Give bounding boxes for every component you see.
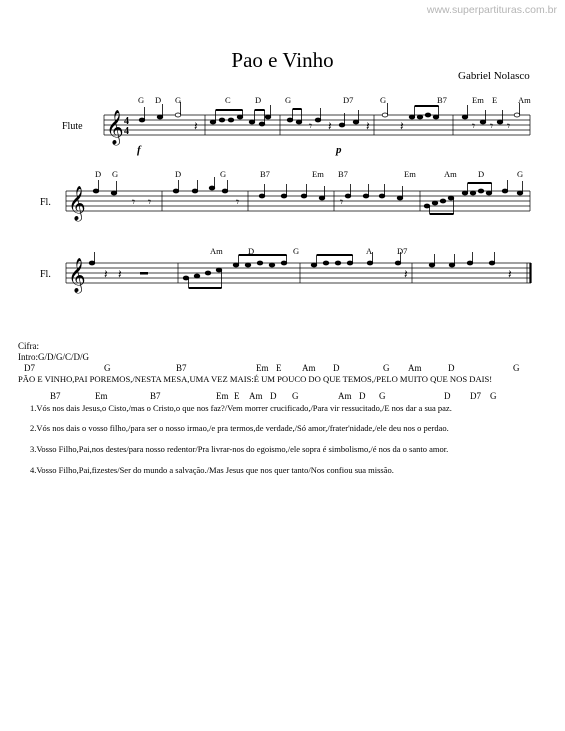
svg-text:B7: B7: [260, 169, 270, 179]
svg-text:Em: Em: [472, 95, 484, 105]
svg-text:𝄾: 𝄾: [309, 119, 313, 133]
time-signature: 4: [124, 116, 129, 127]
time-signature: 4: [124, 126, 129, 137]
svg-text:𝄽: 𝄽: [118, 267, 122, 281]
svg-text:D: D: [95, 169, 102, 179]
staff-2-rests: [132, 195, 343, 209]
svg-text:𝄾: 𝄾: [472, 119, 476, 133]
svg-text:𝄾: 𝄾: [148, 195, 152, 209]
svg-text:D: D: [255, 95, 262, 105]
staff-3-rests: [104, 267, 512, 281]
svg-text:𝄾: 𝄾: [132, 195, 136, 209]
svg-text:G: G: [380, 95, 387, 105]
svg-text:D: D: [175, 169, 182, 179]
svg-text:𝄽: 𝄽: [400, 119, 404, 133]
svg-text:𝄾: 𝄾: [236, 195, 240, 209]
svg-text:𝄽: 𝄽: [194, 119, 198, 133]
staff-2-notes: [93, 177, 523, 214]
dynamic-marking: f: [137, 144, 141, 156]
verse-2: 2.Vós nos dais o vosso filho,/para ser o nosso irmao,/e pra termos,de verdade,/Só amor,/frater'nidade,/ele deu nos o perdao.: [30, 423, 449, 433]
svg-text:G: G: [112, 169, 119, 179]
svg-text:D7: D7: [343, 95, 354, 105]
page-title: Pao e Vinho: [231, 48, 334, 72]
staff-3-notes: [89, 252, 495, 288]
svg-text:G: G: [175, 95, 182, 105]
verse-1: 1.Vós nos dais Jesus,o Cisto,/mas o Cristo,o que nos faz?/Vem morrer crucificado,/Para vir ressucitado,/E nos dar a sua paz.: [30, 403, 452, 413]
staff-2-chords: [95, 169, 523, 179]
svg-text:G: G: [293, 246, 300, 256]
instrument-label: Fl.: [40, 269, 51, 280]
svg-text:𝄽: 𝄽: [404, 267, 408, 281]
staff-2: [66, 191, 530, 211]
svg-text:Em: Em: [404, 169, 416, 179]
watermark: www.superpartituras.com.br: [426, 4, 557, 16]
svg-text:C: C: [225, 95, 231, 105]
svg-text:𝄾: 𝄾: [507, 119, 511, 133]
verse-4: 4.Vosso Filho,Pai,fizestes/Ser do mundo a salvação./Mas Jesus que nos quer tanto/Nos confiou sua missão.: [30, 465, 394, 475]
composer-name: Gabriel Nolasco: [458, 70, 530, 82]
svg-text:D: D: [248, 246, 255, 256]
svg-text:𝄽: 𝄽: [328, 119, 332, 133]
svg-text:E: E: [492, 95, 498, 105]
svg-text:Am: Am: [210, 246, 223, 256]
dynamic-marking: p: [336, 144, 342, 156]
svg-text:𝄽: 𝄽: [508, 267, 512, 281]
cifra-label: Cifra:: [18, 341, 39, 351]
svg-text:Am: Am: [518, 95, 531, 105]
svg-text:G: G: [285, 95, 292, 105]
svg-text:B7: B7: [338, 169, 348, 179]
svg-text:Am: Am: [444, 169, 457, 179]
svg-text:G: G: [220, 169, 227, 179]
svg-text:D: D: [478, 169, 485, 179]
instrument-label: Flute: [62, 121, 83, 132]
svg-text:G: G: [517, 169, 524, 179]
svg-text:G: G: [138, 95, 145, 105]
half-rest: [140, 272, 148, 275]
staff-1-chords: [138, 95, 531, 105]
sheet-music: [0, 0, 565, 300]
instrument-label: Fl.: [40, 197, 51, 208]
svg-text:𝄾: 𝄾: [490, 119, 494, 133]
treble-clef-icon: 𝄞: [68, 187, 86, 220]
verse-3: 3.Vosso Filho,Pai,nos destes/para nosso redentor/Pra livrar-nos do egoismo,/ele sopra é simbolismo,/é nos da o santo amor.: [30, 444, 449, 454]
svg-text:Em: Em: [312, 169, 324, 179]
svg-text:D7: D7: [397, 246, 408, 256]
svg-text:B7: B7: [437, 95, 447, 105]
intro-line: Intro:G/D/G/C/D/G: [18, 352, 89, 362]
treble-clef-icon: 𝄞: [68, 259, 86, 292]
svg-text:𝄾: 𝄾: [340, 195, 344, 209]
refrain-lyrics: PÃO E VINHO,PAI POREMOS,/NESTA MESA,UMA VEZ MAIS:É UM POUCO DO QUE TEMOS,/PELO MUITO QUE NOS DAIS!: [18, 374, 493, 384]
staff-3: [66, 263, 531, 283]
treble-clef-icon: 𝄞: [106, 111, 124, 144]
svg-text:𝄽: 𝄽: [366, 119, 370, 133]
svg-text:A: A: [366, 246, 373, 256]
svg-text:𝄽: 𝄽: [104, 267, 108, 281]
svg-text:D: D: [155, 95, 162, 105]
staff-1-rests: [194, 119, 510, 133]
